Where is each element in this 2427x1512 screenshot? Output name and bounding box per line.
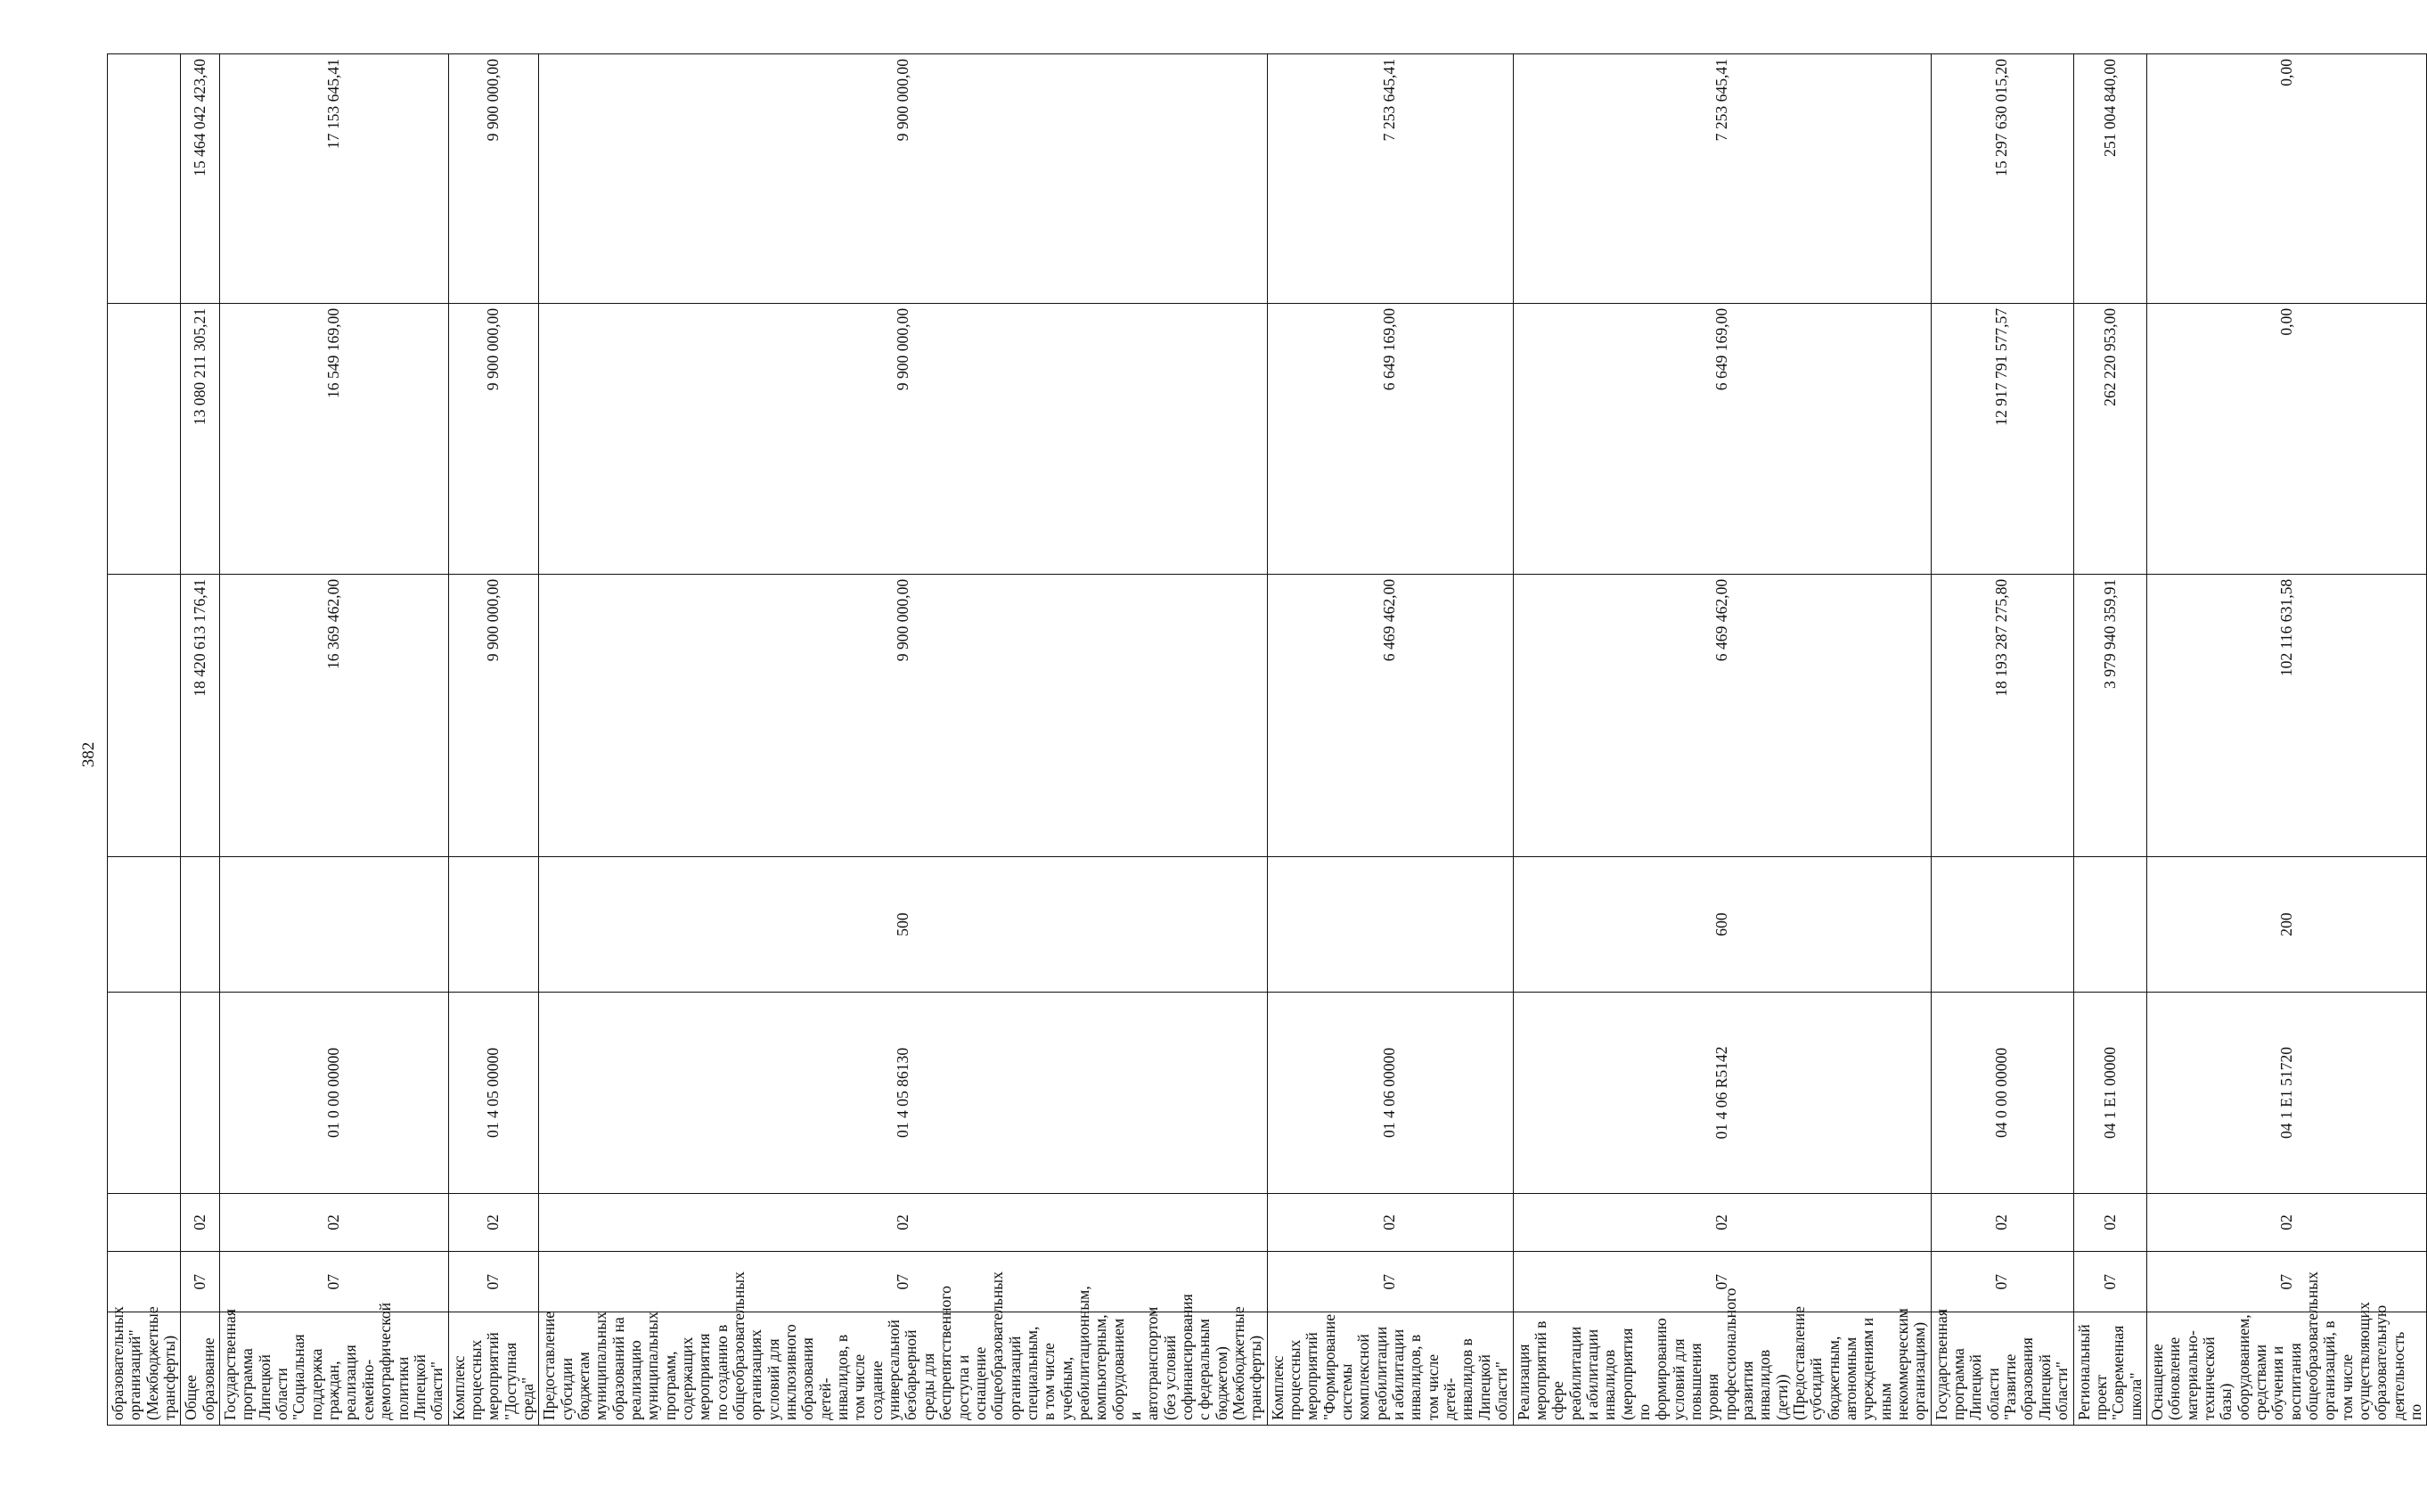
table-row xyxy=(2073,54,2146,1426)
row-vr xyxy=(2073,856,2146,993)
row-pr: 02 xyxy=(448,1193,539,1252)
row-amount-1: 6 469 462,00 xyxy=(1267,574,1513,856)
row-amount-3: 9 900 000,00 xyxy=(448,54,539,304)
row-vr xyxy=(1931,856,2073,993)
row-pr: 02 xyxy=(1267,1193,1513,1252)
table-row xyxy=(220,54,448,1426)
row-vr xyxy=(1267,856,1513,993)
row-amount-1: 16 369 462,00 xyxy=(220,574,448,856)
page-number: 382 xyxy=(79,741,98,768)
row-amount-1 xyxy=(108,574,181,856)
row-name: Государственная программа Липецкой области "Развитие образования Липецкой области" xyxy=(1931,1312,2073,1425)
row-amount-2: 6 649 169,00 xyxy=(1267,303,1513,574)
row-pr: 02 xyxy=(539,1193,1267,1252)
row-amount-2: 262 220 953,00 xyxy=(2073,303,2146,574)
table-row xyxy=(2146,54,2427,1426)
row-amount-2: 12 917 791 577,57 xyxy=(1931,303,2073,574)
row-csr: 01 4 06 R5142 xyxy=(1513,993,1931,1193)
row-name: Комплекс процессных мероприятий "Формирование системы комплексной реабилитации и абилитации инвалидов, в том числе детей-инвалидов в Липецкой области" xyxy=(1267,1312,1513,1425)
table-row xyxy=(181,54,220,1426)
row-amount-3: 7 253 645,41 xyxy=(1267,54,1513,304)
row-pr: 02 xyxy=(220,1193,448,1252)
row-amount-1: 18 193 287 275,80 xyxy=(1931,574,2073,856)
row-csr xyxy=(181,993,220,1193)
row-pr: 02 xyxy=(2146,1193,2427,1252)
row-amount-3: 15 464 042 423,40 xyxy=(181,54,220,304)
row-amount-1: 9 900 000,00 xyxy=(539,574,1267,856)
row-rz: 07 xyxy=(220,1252,448,1312)
table-row xyxy=(1513,54,1931,1426)
row-csr: 01 4 05 86130 xyxy=(539,993,1267,1193)
table-row xyxy=(448,54,539,1426)
row-name: Общее образование xyxy=(181,1312,220,1425)
row-csr: 01 4 06 00000 xyxy=(1267,993,1513,1193)
row-rz: 07 xyxy=(448,1252,539,1312)
row-amount-1: 6 469 462,00 xyxy=(1513,574,1931,856)
row-amount-1: 102 116 631,58 xyxy=(2146,574,2427,856)
budget-table xyxy=(107,53,2427,1426)
row-csr: 04 1 E1 00000 xyxy=(2073,993,2146,1193)
row-amount-3: 15 297 630 015,20 xyxy=(1931,54,2073,304)
table-row xyxy=(108,54,181,1426)
row-amount-3: 7 253 645,41 xyxy=(1513,54,1931,304)
row-amount-2: 9 900 000,00 xyxy=(448,303,539,574)
row-csr: 01 0 00 00000 xyxy=(220,993,448,1193)
row-pr: 02 xyxy=(1931,1193,2073,1252)
row-amount-3 xyxy=(108,54,181,304)
row-vr: 200 xyxy=(2146,856,2427,993)
table-row xyxy=(539,54,1267,1426)
row-csr xyxy=(108,993,181,1193)
row-vr xyxy=(108,856,181,993)
budget-table-rotated xyxy=(107,53,2425,1426)
row-rz: 07 xyxy=(2073,1252,2146,1312)
row-amount-3: 17 153 645,41 xyxy=(220,54,448,304)
row-amount-1: 9 900 000,00 xyxy=(448,574,539,856)
row-pr: 02 xyxy=(2073,1193,2146,1252)
row-amount-2: 6 649 169,00 xyxy=(1513,303,1931,574)
row-name: Реализация мероприятий в сфере реабилитации и абилитации инвалидов (мероприятия по формированию условий для повышения уровня профессионального развития инвалидов (дети)) (Предоставление субсидий бюджетным, автономным учреждениям и иным некоммерческим организациям) xyxy=(1513,1312,1931,1425)
row-rz: 07 xyxy=(181,1252,220,1312)
row-vr xyxy=(220,856,448,993)
row-amount-3: 9 900 000,00 xyxy=(539,54,1267,304)
row-vr: 500 xyxy=(539,856,1267,993)
row-name: Предоставление субсидии бюджетам муниципальных образований на реализацию муниципальных программ, содержащих мероприятия по созданию в общеобразовательных организациях условий для инклюзивного образования детей-инвалидов, в том числе создание универсальной безбарьерной среды для беспрепятственного доступа и оснащение общеобразовательных организаций специальным, в том числе учебным, реабилитационным, компьютерным, оборудованием и автотранспортом (без условий софинансирования с федеральным бюджетом) (Межбюджетные трансферты) xyxy=(539,1312,1267,1425)
row-csr: 04 0 00 00000 xyxy=(1931,993,2073,1193)
row-rz xyxy=(108,1252,181,1312)
row-name: Региональный проект "Современная школа" xyxy=(2073,1312,2146,1425)
row-rz: 07 xyxy=(2146,1252,2427,1312)
row-amount-2: 16 549 169,00 xyxy=(220,303,448,574)
row-vr xyxy=(448,856,539,993)
row-amount-3: 251 004 840,00 xyxy=(2073,54,2146,304)
table-row xyxy=(1267,54,1513,1426)
row-csr: 01 4 05 00000 xyxy=(448,993,539,1193)
row-name: образовательных организаций" (Межбюджетные трансферты) xyxy=(108,1312,181,1425)
row-amount-1: 3 979 940 359,91 xyxy=(2073,574,2146,856)
row-amount-2: 13 080 211 305,21 xyxy=(181,303,220,574)
table-row xyxy=(1931,54,2073,1426)
row-name: Комплекс процессных мероприятий "Доступная среда" xyxy=(448,1312,539,1425)
row-rz: 07 xyxy=(1513,1252,1931,1312)
row-amount-2: 9 900 000,00 xyxy=(539,303,1267,574)
row-vr xyxy=(181,856,220,993)
row-name: Оснащение (обновление материально-технической базы) оборудованием, средствами обучения и воспитания общеобразовательных организаций, в том числе осуществляющих образовательную деятельность по xyxy=(2146,1312,2427,1425)
row-pr xyxy=(108,1193,181,1252)
row-pr: 02 xyxy=(181,1193,220,1252)
row-rz: 07 xyxy=(1931,1252,2073,1312)
row-csr: 04 1 E1 51720 xyxy=(2146,993,2427,1193)
row-pr: 02 xyxy=(1513,1193,1931,1252)
row-amount-2: 0,00 xyxy=(2146,303,2427,574)
row-name: Государственная программа Липецкой области "Социальная поддержка граждан, реализация семейно-демографической политики Липецкой области" xyxy=(220,1312,448,1425)
row-vr: 600 xyxy=(1513,856,1931,993)
row-rz: 07 xyxy=(1267,1252,1513,1312)
row-amount-1: 18 420 613 176,41 xyxy=(181,574,220,856)
row-rz: 07 xyxy=(539,1252,1267,1312)
row-amount-2 xyxy=(108,303,181,574)
row-amount-3: 0,00 xyxy=(2146,54,2427,304)
